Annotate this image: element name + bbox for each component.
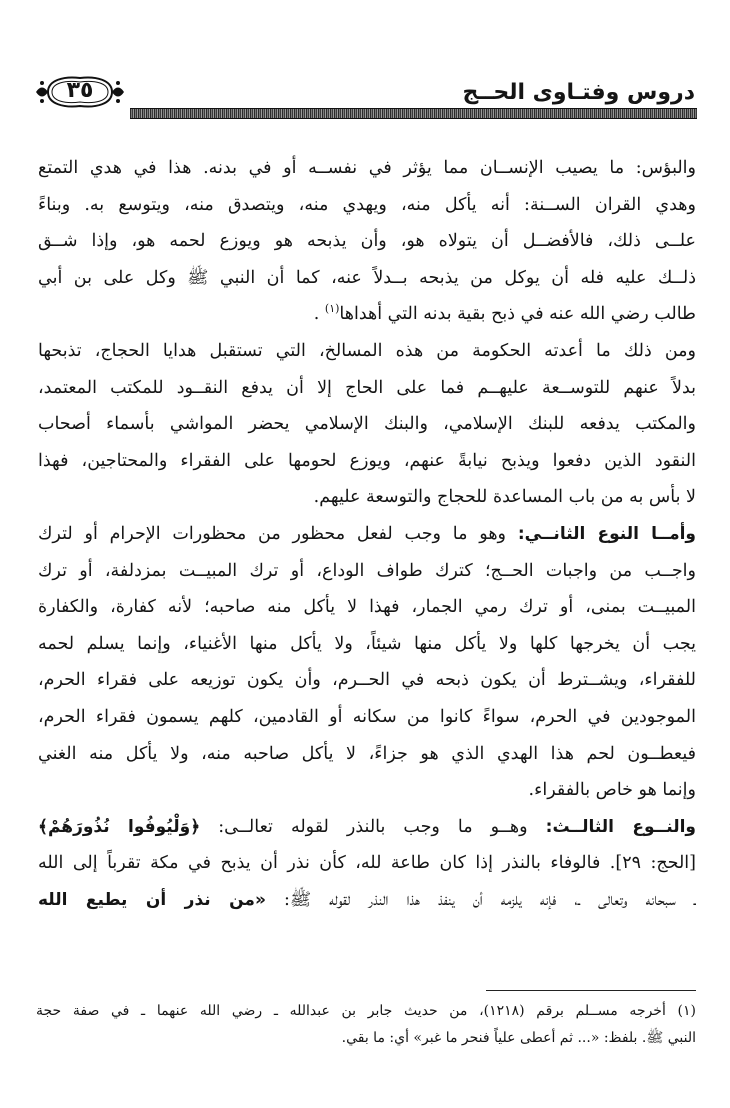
text-line: يجب أن يخرجها كلها ولا يأكل منها شيئاً، ولا يأكل منها الأغنياء، وإنما يسلم لحمه bbox=[38, 633, 696, 654]
text-line: ومن ذلك ما أعدته الحكومة من هذه المسالخ، التي تستقبل هدايا الحجاج، تذبحها bbox=[38, 340, 696, 361]
page-number: ٣٥ bbox=[66, 78, 94, 103]
text-line: المبيــت بمنى، أو ترك رمي الجمار، فهذا لا يأكل منه صاحبه؛ لأنه كفارة، والكفارة bbox=[38, 597, 696, 618]
header-rule bbox=[130, 108, 697, 119]
text-line: لا بأس به من باب المساعدة للحجاج والتوسعة عليهم. bbox=[313, 487, 696, 508]
quran-verse: ﴿وَلْيُوفُوا نُذُورَهُمْ﴾ bbox=[38, 816, 201, 837]
text-segment: وهــو ما وجب بالنذر لقوله تعالــى: bbox=[200, 816, 546, 837]
text-line: ذلــك عليه فله أن يوكل من يذبحه بــدلاً عنه، كما أن النبي ﷺ وكل على بن أبي bbox=[38, 267, 696, 288]
text-segment: وهو ما وجب لفعل محظور من محظورات الإحرام أو لترك bbox=[38, 523, 518, 544]
text-segment: طالب رضي الله عنه في ذبح بقية بدنه التي أهداها bbox=[339, 304, 696, 325]
text-line: [الحج: ٢٩]. فالوفاء بالنذر إذا كان طاعة لله، كأن نذر أن يذبح في مكة تقرباً إلى الله bbox=[38, 853, 696, 874]
text-line bbox=[38, 882, 696, 919]
section-lead: والنــوع الثالــث: bbox=[545, 816, 696, 837]
text-line bbox=[38, 296, 696, 333]
text-segment: ـ سبحانه وتعالى ـ، فإنه يلزمه أن ينفذ هذا النذر لقوله ﷺ: bbox=[265, 889, 696, 910]
text-line: النقود الذين دفعوا ويذبح نيابةً عنهم، ويوزع لحومها على الفقراء والمحتاجين، فهذا bbox=[38, 450, 696, 471]
text-line: بدلاً عنهم للتوســعة عليهــم فما على الحاج إلا أن يدفع النقــود للمكتب المعتمد، bbox=[38, 377, 696, 398]
footnote-line: النبي ﷺ. بلفظ: «... ثم أعطى علياً فنحر ما غبر» أي: ما بقي. bbox=[341, 1030, 696, 1046]
footnote-separator bbox=[486, 990, 696, 991]
text-line: وإنما هو خاص بالفقراء. bbox=[528, 780, 696, 801]
footnote-number: (١) bbox=[677, 1003, 696, 1019]
section-lead: وأمــا النوع الثانــي: bbox=[517, 523, 696, 544]
text-line: والمكتب يدفعه للبنك الإسلامي، والبنك الإسلامي يحضر المواشي بأسماء أصحاب bbox=[38, 414, 696, 435]
text-segment: أخرجه مســلم برقم (١٢١٨)، من حديث جابر بن عبدالله ـ رضي الله عنهما ـ في صفة حجة bbox=[36, 1003, 666, 1019]
footnote-line bbox=[36, 998, 696, 1025]
text-line bbox=[38, 516, 696, 553]
page-header bbox=[34, 70, 697, 120]
text-line: والبؤس: ما يصيب الإنســان مما يؤثر في نفســه أو في بدنه. هذا في هدي التمتع bbox=[38, 158, 696, 178]
text-line: علــى ذلك، فالأفضــل أن يتولاه هو، وأن يذبحه هو ويوزع لحمه هو، وإذا شــق bbox=[38, 231, 696, 252]
main-text bbox=[38, 150, 696, 918]
text-line: وهدي القران الســنة: أنه يأكل منه، ويهدي منه، ويتصدق منه، ويتوسع به. وبناءً bbox=[38, 194, 696, 215]
text-line: واجــب من واجبات الحــج؛ كترك طواف الوداع، أو ترك المبيــت بمزدلفة، أو ترك bbox=[38, 560, 696, 581]
text-line bbox=[38, 809, 696, 846]
book-title: دروس وفتـاوى الحــج bbox=[462, 80, 695, 105]
text-line: للفقراء، ويشــترط أن يكون ذبحه في الحــرم، وأن يكون توزيعه على فقراء الحرم، bbox=[38, 670, 696, 691]
footnote-reference[interactable]: (١) bbox=[324, 302, 340, 316]
text-line: الموجودين في الحرم، سواءً كانوا من سكانه أو القادمين، كلهم يسمون فقراء الحرم، bbox=[38, 706, 696, 727]
hadith-quote: «من نذر أن يطيع الله bbox=[38, 889, 266, 910]
footnotes bbox=[36, 998, 696, 1052]
text-line: فيعطــون لحم هذا الهدي الذي هو جزاءً، لا يأكل صاحبه منه، ولا يأكل منه الغني bbox=[38, 743, 696, 764]
page-number-ornament bbox=[34, 72, 126, 112]
text-segment: . bbox=[313, 304, 325, 325]
